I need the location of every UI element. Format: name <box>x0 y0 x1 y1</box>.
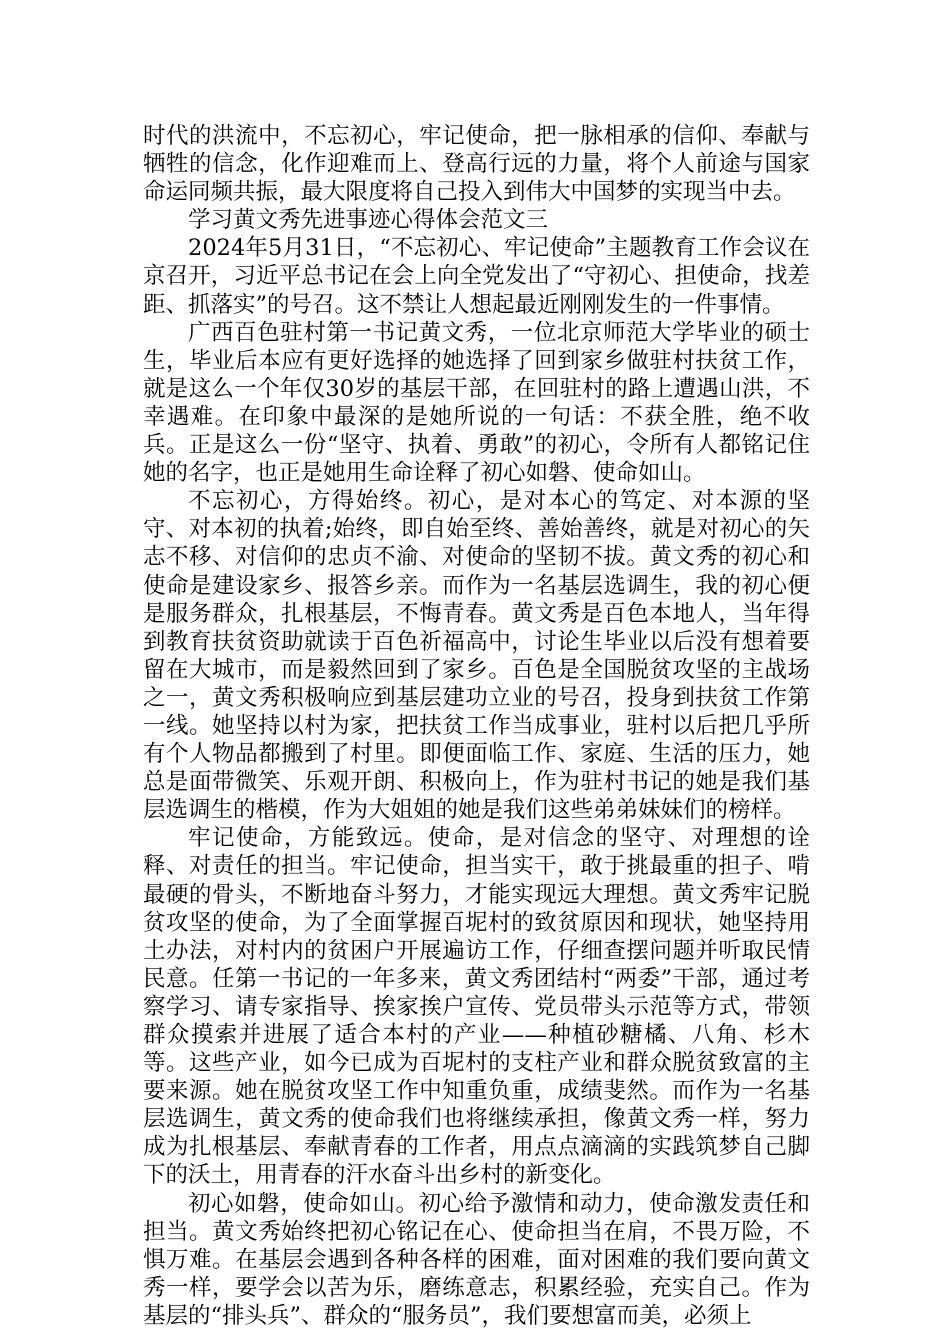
document-page <box>143 122 810 1330</box>
intro-paragraph: 时代的洪流中，不忘初心，牢记使命，把一脉相承的信仰、奉献与牺牲的信念，化作迎难而上、登高行远的力量，将个人前途与国家命运同频共振，最大限度将自己投入到伟大中国梦的实现当中去。 <box>143 123 810 206</box>
paragraph-2: 广西百色驻村第一书记黄文秀，一位北京师范大学毕业的硕士生，毕业后本应有更好选择的她选择了回到家乡做驻村扶贫工作，就是这么一个年仅30岁的基层干部，在回驻村的路上遭遇山洪，不幸遇难。在印象中最深的是她所说的一句话：不获全胜，绝不收兵。正是这么一份“坚守、执着、勇敢”的初心，令所有人都铭记住她的名字，也正是她用生命诠释了初心如磐、使命如山。 <box>143 319 810 487</box>
paragraph-5: 初心如磐，使命如山。初心给予激情和动力，使命激发责任和担当。黄文秀始终把初心铭记在心、使命担当在肩，不畏万险，不惧万难。在基层会遇到各种各样的困难，面对困难的我们要向黄文秀一样，要学会以苦为乐，磨练意志，积累经验，充实自己。作为基层的“排头兵”、群众的“服务员”，我们要想富而美，必须上 <box>143 1190 810 1329</box>
paragraph-1: 2024年5月31日，“不忘初心、牢记使命”主题教育工作会议在京召开，习近平总书记在会上向全党发出了“守初心、担使命，找差距、抓落实”的号召。这不禁让人想起最近刚刚发生的一件事情。 <box>143 235 810 318</box>
section-title: 学习黄文秀先进事迹心得体会范文三 <box>188 207 549 234</box>
paragraph-3: 不忘初心，方得始终。初心，是对本心的笃定、对本源的坚守、对本初的执着;始终，即自始至终、善始善终，就是对初心的矢志不移、对信仰的忠贞不渝、对使命的坚韧不拔。黄文秀的初心和使命是建设家乡、报答乡亲。而作为一名基层选调生，我的初心便是服务群众，扎根基层，不悔青春。黄文秀是百色本地人，当年得到教育扶贫资助就读于百色祈福高中，讨论生毕业以后没有想着要留在大城市，而是毅然回到了家乡。百色是全国脱贫攻坚的主战场之一，黄文秀积极响应到基层建功立业的号召，投身到扶贫工作第一线。她坚持以村为家，把扶贫工作当成事业，驻村以后把几乎所有个人物品都搬到了村里。即便面临工作、家庭、生活的压力，她总是面带微笑、乐观开朗、积极向上，作为驻村书记的她是我们基层选调生的楷模，作为大姐姐的她是我们这些弟弟妹妹们的榜样。 <box>143 488 810 824</box>
paragraph-4: 牢记使命，方能致远。使命，是对信念的坚守、对理想的诠释、对责任的担当。牢记使命，担当实干，敢于挑最重的担子、啃最硬的骨头，不断地奋斗努力，才能实现远大理想。黄文秀牢记脱贫攻坚的使命，为了全面掌握百坭村的致贫原因和现状，她坚持用土办法，对村内的贫困户开展遍访工作，仔细查摆问题并听取民情民意。任第一书记的一年多来，黄文秀团结村“两委”干部，通过考察学习、请专家指导、挨家挨户宣传、党员带头示范等方式，带领群众摸索并进展了适合本村的产业——种植砂糖橘、八角、杉木等。这些产业，如今已成为百坭村的支柱产业和群众脱贫致富的主要来源。她在脱贫攻坚工作中知重负重，成绩斐然。而作为一名基层选调生，黄文秀的使命我们也将继续承担，像黄文秀一样，努力成为扎根基层、奉献青春的工作者，用点点滴滴的实践筑梦自己脚下的沃土，用青春的汗水奋斗出乡村的新变化。 <box>143 825 810 1189</box>
